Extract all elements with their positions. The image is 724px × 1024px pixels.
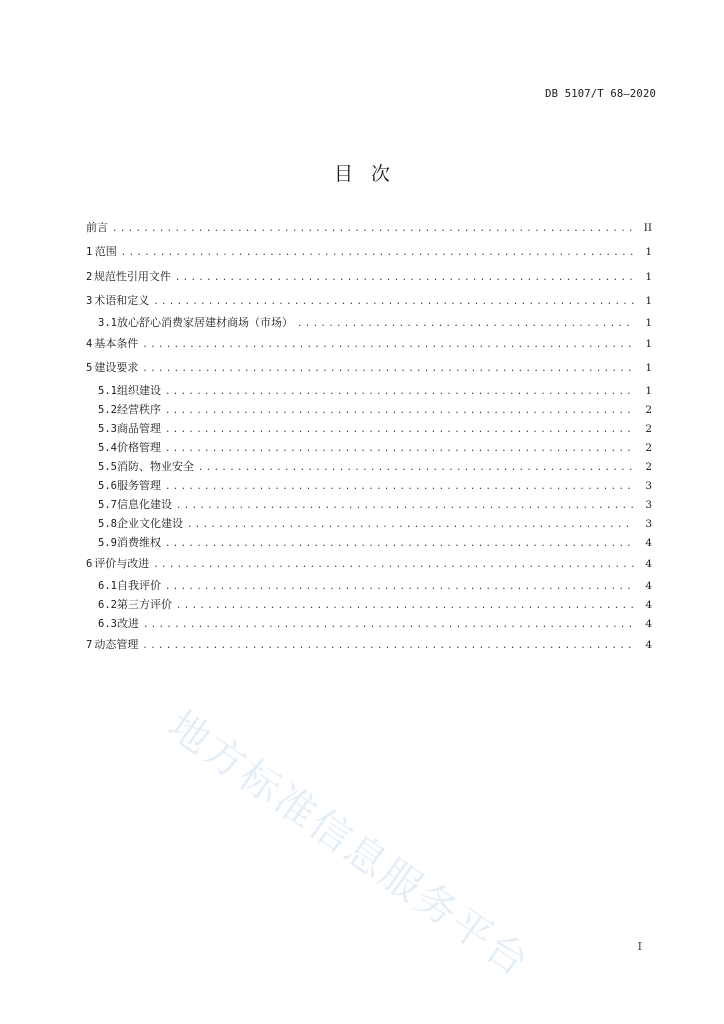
toc-entry[interactable] xyxy=(86,289,652,313)
toc-entry-page: 4 xyxy=(645,557,652,570)
toc-entry-page: 3 xyxy=(645,479,652,492)
toc-entry-page: 2 xyxy=(645,422,652,435)
toc-leader-dots xyxy=(198,459,634,478)
toc-entry-label: 价格管理 xyxy=(116,440,161,454)
toc-leader-dots xyxy=(112,217,634,241)
toc-entry-label: 建设要求 xyxy=(94,361,139,375)
toc-entry-page: 4 xyxy=(645,618,652,631)
watermark: 地方标准信息服务平台 xyxy=(159,702,539,987)
toc-entry-number: 5.7 xyxy=(98,498,117,511)
toc-entry-label: 消防、物业安全 xyxy=(116,459,194,473)
toc-leader-dots xyxy=(165,578,634,597)
toc-entry-number: 5.1 xyxy=(98,384,117,397)
toc-entry-label: 放心舒心消费家居建材商场（市场） xyxy=(116,316,293,330)
toc-entry-label: 术语和定义 xyxy=(94,293,150,307)
toc-entry-page: 3 xyxy=(645,498,652,511)
toc-leader-dots xyxy=(153,553,634,577)
toc-entry-page: 1 xyxy=(645,317,652,330)
toc-entry-page: 1 xyxy=(645,294,652,307)
toc-entry-number: 6.2 xyxy=(98,599,117,612)
toc-entry-page: II xyxy=(643,222,652,234)
toc-entry-label: 商品管理 xyxy=(116,421,161,435)
toc-entry[interactable] xyxy=(86,265,652,289)
toc-entry-number: 6.3 xyxy=(98,618,117,631)
toc-entry-number: 4 xyxy=(86,338,93,351)
toc-entry-label: 基本条件 xyxy=(94,337,139,351)
toc-entry[interactable] xyxy=(86,313,652,332)
toc-entry-number: 5.3 xyxy=(98,422,117,435)
toc-entry-number: 2 xyxy=(86,270,93,283)
toc-entry-number: 5.8 xyxy=(98,517,117,530)
toc-leader-dots xyxy=(187,516,634,535)
toc-entry-number: 3.1 xyxy=(98,317,117,330)
toc-entry-label: 信息化建设 xyxy=(116,497,172,511)
toc-entry-number: 5.6 xyxy=(98,479,117,492)
toc-entry-page: 1 xyxy=(645,338,652,351)
toc-leader-dots xyxy=(176,597,634,616)
toc-entry-label: 范围 xyxy=(94,245,117,259)
toc-entry-number: 3 xyxy=(86,294,93,307)
toc-entry-page: 4 xyxy=(645,536,652,549)
toc-entry[interactable] xyxy=(86,356,652,380)
toc-entry-page: 3 xyxy=(645,517,652,530)
toc-entry[interactable] xyxy=(86,332,652,356)
toc-leader-dots xyxy=(142,333,634,357)
toc-entry[interactable] xyxy=(86,381,652,400)
toc-entry-label: 评价与改进 xyxy=(94,556,150,570)
toc-entry[interactable] xyxy=(86,552,652,576)
toc-leader-dots xyxy=(143,616,634,635)
toc-entry-label: 经营秩序 xyxy=(116,402,161,416)
toc-entry[interactable] xyxy=(86,476,652,495)
toc-title: 目次 xyxy=(333,163,408,185)
toc-leader-dots xyxy=(175,266,634,290)
toc-entry-page: 1 xyxy=(645,270,652,283)
toc-leader-dots xyxy=(142,634,634,658)
toc-leader-dots xyxy=(165,440,634,459)
toc-leader-dots xyxy=(153,290,634,314)
toc-entry-page: 2 xyxy=(645,403,652,416)
toc-leader-dots xyxy=(176,497,634,516)
toc-leader-dots xyxy=(165,478,634,497)
document-code: DB 5107/T 68—2020 xyxy=(545,88,656,100)
toc-entry-page: 2 xyxy=(645,460,652,473)
toc-entry-label: 动态管理 xyxy=(94,638,139,652)
toc-entry-label: 自我评价 xyxy=(116,579,161,593)
toc-entry-number: 6.1 xyxy=(98,580,117,593)
toc-leader-dots xyxy=(142,357,634,381)
page-number: I xyxy=(637,940,642,953)
toc-leader-dots xyxy=(165,421,634,440)
toc-entry-page: 2 xyxy=(645,441,652,454)
toc-entry-page: 1 xyxy=(645,384,652,397)
table-of-contents xyxy=(86,216,652,657)
toc-leader-dots xyxy=(165,383,634,402)
toc-entry-label: 消费维权 xyxy=(116,535,161,549)
toc-entry[interactable] xyxy=(86,576,652,595)
toc-leader-dots xyxy=(297,315,634,334)
toc-entry-label: 规范性引用文件 xyxy=(93,269,171,283)
toc-entry[interactable] xyxy=(86,216,652,240)
toc-entry[interactable] xyxy=(86,495,652,514)
toc-entry-number: 5.9 xyxy=(98,536,117,549)
toc-entry[interactable] xyxy=(86,595,652,614)
toc-entry[interactable] xyxy=(86,400,652,419)
toc-entry-page: 4 xyxy=(645,580,652,593)
toc-entry-page: 1 xyxy=(645,246,652,259)
toc-entry-label: 第三方评价 xyxy=(116,598,172,612)
toc-entry-number: 5 xyxy=(86,362,93,375)
toc-entry-page: 1 xyxy=(645,362,652,375)
toc-entry-label: 服务管理 xyxy=(116,478,161,492)
toc-entry-number: 6 xyxy=(86,557,93,570)
toc-entry[interactable] xyxy=(86,457,652,476)
toc-entry-number: 1 xyxy=(86,246,93,259)
toc-entry[interactable] xyxy=(86,533,652,552)
toc-entry[interactable] xyxy=(86,614,652,633)
toc-leader-dots xyxy=(165,402,634,421)
toc-entry-label: 企业文化建设 xyxy=(116,516,183,530)
toc-entry[interactable] xyxy=(86,514,652,533)
toc-entry-label: 前言 xyxy=(86,221,108,234)
toc-entry-label: 组织建设 xyxy=(116,383,161,397)
toc-entry-page: 4 xyxy=(645,599,652,612)
toc-entry-label: 改进 xyxy=(116,617,139,631)
toc-leader-dots xyxy=(165,535,634,554)
toc-entry-number: 7 xyxy=(86,639,93,652)
toc-entry-number: 5.5 xyxy=(98,460,117,473)
toc-entry[interactable] xyxy=(86,438,652,457)
toc-entry-number: 5.4 xyxy=(98,441,117,454)
toc-entry[interactable] xyxy=(86,419,652,438)
toc-entry-number: 5.2 xyxy=(98,403,117,416)
toc-entry[interactable] xyxy=(86,633,652,657)
toc-entry[interactable] xyxy=(86,240,652,264)
toc-leader-dots xyxy=(121,241,634,265)
toc-entry-page: 4 xyxy=(645,639,652,652)
